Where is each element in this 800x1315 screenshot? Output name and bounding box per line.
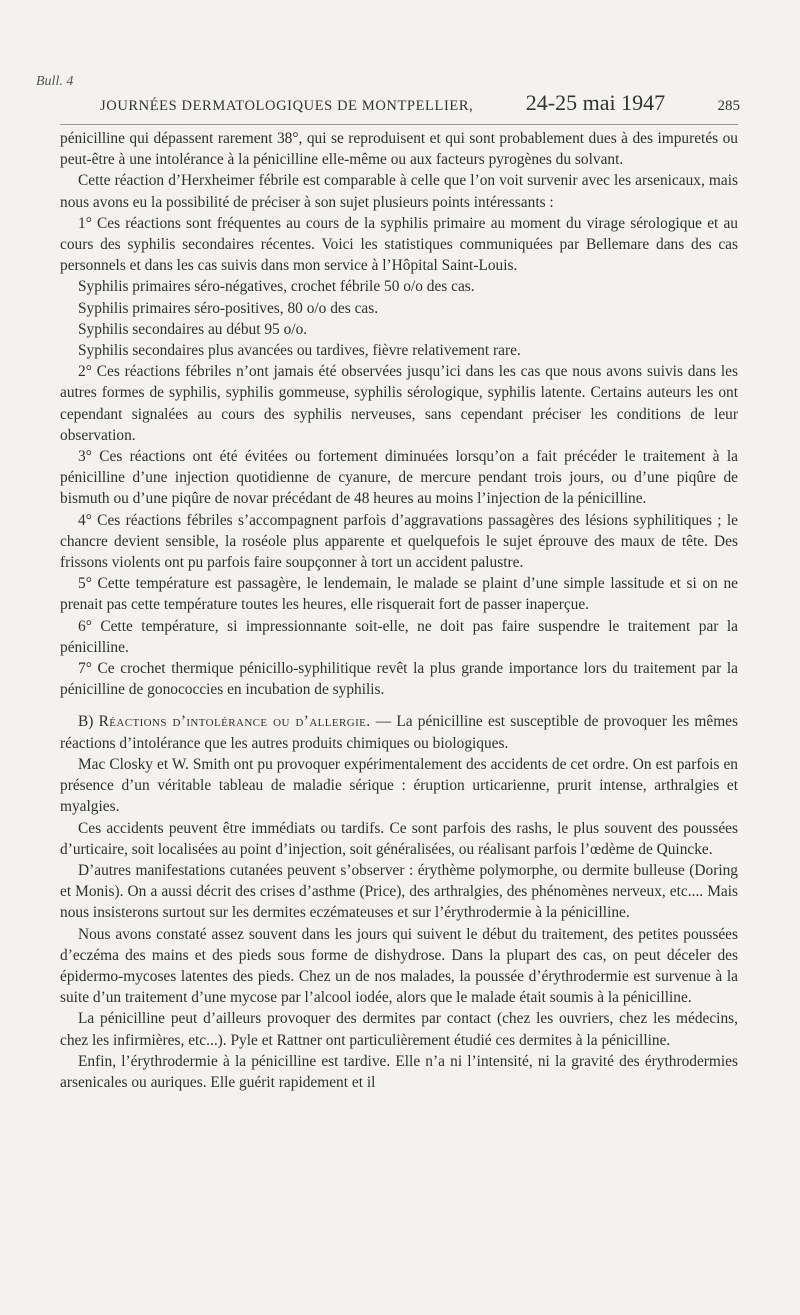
statistic-line: Syphilis secondaires plus avancées ou tardives, fièvre relativement rare. (78, 342, 521, 360)
paragraph: Nous avons constaté assez souvent dans les jours qui suivent le début du traitement, des petites poussées d’eczéma des mains et des pieds sous forme de dishydrose. Dans la plupart des cas, on peut déceler des épidermo-mycoses latentes des pieds. Chez un de nos malades, la poussée d’érythrodermie est survenue à la suite d’un traitement d’une mycose par l’alcool iodée, alors que le malade était soumis à la pénicilline. (60, 925, 738, 1007)
journal-date: 24-25 mai 1947 (525, 90, 666, 115)
statistic-line: Syphilis primaires séro-négatives, crochet fébrile 50 o/o des cas. (78, 278, 475, 296)
paragraph: 7° Ce crochet thermique pénicillo-syphilitique revêt la plus grande importance lors du traitement par la pénicilline de gonococcies en incubation de syphilis. (60, 660, 738, 699)
section-heading: Réactions d’intolérance ou d’allergie. (98, 713, 371, 731)
article-body (60, 128, 738, 1093)
paragraph: 1° Ces réactions sont fréquentes au cours de la syphilis primaire au moment du virage sérologique et au cours des syphilis secondaires récentes. Voici les statistiques communiquées par Bellemare dans des cas personnels et dans les cas suivis dans mon service à l’Hôpital Saint-Louis. (60, 214, 738, 275)
paragraph: pénicilline qui dépassent rarement 38°, qui se reproduisent et qui sont probablement dues à des impuretés ou peut-être à une intolérance à la pénicilline elle-même ou aux facteurs pyrogènes du solvant. (60, 130, 738, 169)
paragraph: La pénicilline peut d’ailleurs provoquer des dermites par contact (chez les ouvriers, chez les médecins, chez les infirmières, etc...). Pyle et Rattner ont particulièrement étudié ces dermites à la pénicilline. (60, 1010, 738, 1049)
paragraph: Enfin, l’érythrodermie à la pénicilline est tardive. Elle n’a ni l’intensité, ni la gravité des érythrodermies arsenicales ou auriques. Elle guérit rapidement et il (60, 1052, 738, 1091)
paragraph: 4° Ces réactions fébriles s’accompagnent parfois d’aggravations passagères des lésions syphilitiques ; le chancre devient sensible, la roséole plus apparente et quelquefois le sujet éprouve des maux de tête. Des frissons violents ont pu parfois faire soupçonner à tort un accident palustre. (60, 511, 738, 572)
header-rule (60, 124, 738, 125)
paragraph: D’autres manifestations cutanées peuvent s’observer : érythème polymorphe, ou dermite bulleuse (Doring et Monis). On a aussi décrit des crises d’asthme (Price), des arthralgies, des phénomènes nerveux, etc.... Mais nous insisterons surtout sur les dermites eczémateuses et sur l’érythrodermie à la pénicilline. (60, 861, 738, 922)
margin-note: Bull. 4 (36, 74, 74, 89)
paragraph: 2° Ces réactions fébriles n’ont jamais été observées jusqu’ici dans les cas que nous avons suivis dans les autres formes de syphilis, syphilis gommeuse, syphilis sérologique, syphilis latente. Certains auteurs les ont cependant signalées au cours des syphilis nerveuses, sans cependant préciser les conditions de leur observation. (60, 363, 738, 444)
section-dash: — (370, 713, 397, 731)
paragraph: Mac Closky et W. Smith ont pu provoquer expérimentalement des accidents de cet ordre. On est parfois en présence d’un véritable tableau de maladie sérique : éruption urticarienne, prurit intense, arthralgies et myalgies. (60, 755, 738, 816)
statistic-line: Syphilis primaires séro-positives, 80 o/o des cas. (78, 299, 379, 317)
section-label: B) (78, 713, 99, 731)
section-b-paragraph (60, 711, 738, 753)
paragraph: 3° Ces réactions ont été évitées ou fortement diminuées lorsqu’on a fait précéder le traitement à la pénicilline d’une injection quotidienne de cyanure, de mercure pendant trois jours, ou d’une piqûre de bismuth ou d’une piqûre de novar précédant de 48 heures au moins l’injection de la pénicilline. (60, 448, 738, 508)
paragraph: 6° Cette température, si impressionnante soit-elle, ne doit pas faire suspendre le traitement par la pénicilline. (60, 617, 738, 656)
page-number: 285 (717, 98, 740, 114)
statistic-line: Syphilis secondaires au début 95 o/o. (78, 320, 308, 338)
section-intro: La pénicilline est susceptible de provoquer les mêmes réactions d’intolérance que les autres produits chimiques ou biologiques. (60, 713, 738, 752)
paragraph: Ces accidents peuvent être immédiats ou tardifs. Ce sont parfois des rashs, le plus souvent des poussées d’urticaire, soit localisées au point d’injection, soit généralisées, ou réalisant parfois l’œdème de Quincke. (60, 819, 738, 858)
paragraph: Cette réaction d’Herxheimer fébrile est comparable à celle que l’on voit survenir avec les arsenicaux, mais nous avons eu la possibilité de préciser à son sujet plusieurs points intéressants : (60, 172, 738, 211)
journal-title: JOURNÉES DERMATOLOGIQUES DE MONTPELLIER, (100, 98, 474, 114)
running-head (100, 90, 740, 116)
paragraph: 5° Cette température est passagère, le lendemain, le malade se plaint d’une simple lassitude et si on ne prenait pas cette température toutes les heures, elle risquerait fort de passer inaperçue. (60, 575, 738, 614)
